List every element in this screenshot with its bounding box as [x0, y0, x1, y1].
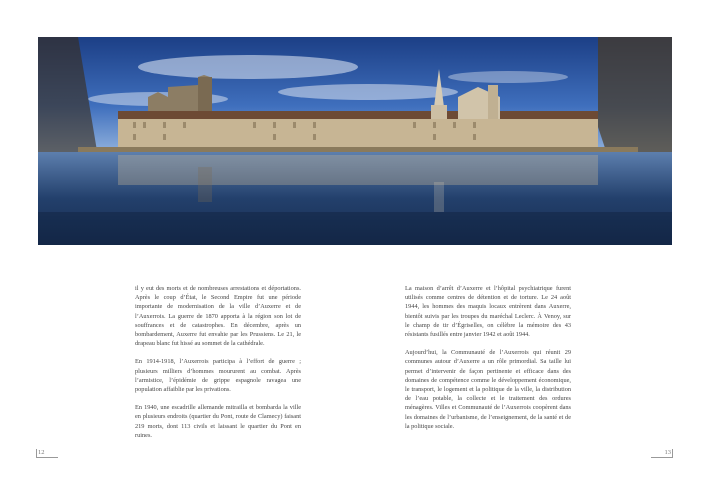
folio-rule-left [36, 457, 58, 458]
folio-rule-left [36, 449, 37, 457]
page-number-right: 13 [664, 449, 671, 456]
panoramic-photo [38, 37, 672, 245]
page-number-left: 12 [38, 449, 45, 456]
paragraph: La maison d’arrêt d’Auxerre et l’hôpital psychiatrique furent utilisés comme centres de détention et de torture. Le 24 août 1944, les hommes des maquis locaux entrèrent dans Auxerre, bientôt suivis par les troupes du maréchal Leclerc. À Venoy, sur le champ de tir d’Égriselles, on célèbre la mémoire des 43 résistants fusillés entre janvier 1942 et août 1944. [405, 285, 571, 339]
paragraph: Aujourd’hui, la Communauté de l’Auxerrois qui réunit 29 communes autour d’Auxerre a un rôle primordial. Sa taille lui permet d’intervenir de façon pertinente et efficace dans des domaines de compétence comme le développement économique, le transport, le logement et la politique de la ville, la distribution de l’eau potable, la collecte et le traitement des ordures ménagères. Villes et Communauté de l’Auxerrois coopèrent dans les domaines de l’urbanisme, de l’enseignement, de la santé et de la politique sociale. [405, 349, 571, 430]
paragraph: il y eut des morts et de nombreuses arrestations et déportations. Après le coup d’État, le Second Empire fut une période importante de modernisation de la ville d’Auxerre et de l’Auxerrois. La guerre de 1870 apporta à la région son lot de souffrances et de catastrophes. En décembre, après un bombardement, Auxerre fut envahie par les Prussiens. Le 21, le drapeau blanc fut hissé au sommet de la cathédrale. [135, 285, 301, 348]
paragraph: En 1914-1918, l’Auxerrois participa à l’effort de guerre ; plusieurs milliers d’hommes moururent au combat. Après l’armistice, l’épidémie de grippe espagnole ravagea une population affaiblie par les privations. [135, 358, 301, 394]
right-text-column [405, 284, 571, 440]
left-text-column [135, 284, 301, 449]
paragraph: En 1940, une escadrille allemande mitrailla et bombarda la ville en plusieurs endroits (quartier du Pont, route de Clamecy) faisant 219 morts, dont 113 civils et laissant le quartier du Pont en ruines. [135, 404, 301, 439]
landscape-photo-icon [38, 37, 672, 245]
folio-rule-right [672, 449, 673, 457]
folio-rule-right [651, 457, 673, 458]
